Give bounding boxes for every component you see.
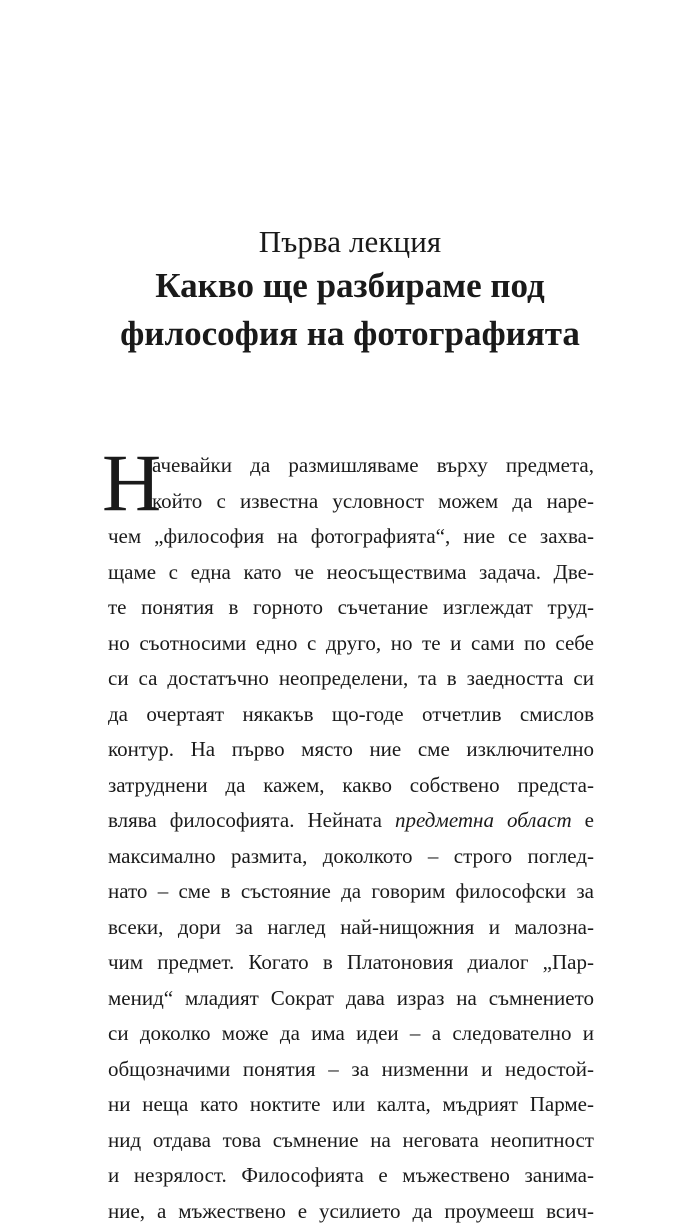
chapter-title [0, 262, 700, 358]
text-line-11-start: влява философията. Нейната [108, 808, 382, 832]
text-line-12: максимално размита, доколкото – строго поглед- [108, 839, 594, 875]
text-line-5: те понятия в горното съчетание изглеждат труд- [108, 590, 594, 626]
text-line-10: затруднени да кажем, какво собствено предста- [108, 768, 594, 804]
text-line-22: ние, а мъжествено е усилието да проумееш всич- [108, 1194, 594, 1229]
text-line-16: менид“ младият Сократ дава израз на съмнението [108, 981, 594, 1017]
text-line-4: щаме с една като че неосъществима задача. Две- [108, 555, 594, 591]
drop-cap: Н [102, 444, 161, 522]
text-line-11 [108, 803, 594, 839]
text-line-11-end: е [585, 808, 594, 832]
chapter-label: Първа лекция [0, 222, 700, 262]
text-line-9: контур. На първо място ние сме изключително [108, 732, 594, 768]
italic-phrase: предметна област [395, 808, 572, 832]
body-text [108, 448, 594, 1229]
chapter-title-line-2: философия на фотографията [0, 310, 700, 358]
text-line-17: си доколко може да има идеи – а следователно и [108, 1016, 594, 1052]
text-line-6: но съотносими едно с друго, но те и сами по себе [108, 626, 594, 662]
text-line-2: който с известна условност можем да наре- [108, 484, 594, 520]
text-line-21: и незрялост. Философията е мъжествено занима- [108, 1158, 594, 1194]
text-line-19: ни неща като ноктите или калта, мъдрият Парме- [108, 1087, 594, 1123]
text-line-7: си са достатъчно неопределени, та в заедността си [108, 661, 594, 697]
text-line-1: ачевайки да размишляваме върху предмета, [108, 448, 594, 484]
text-line-3: чем „философия на фотографията“, ние се захва- [108, 519, 594, 555]
text-line-13: нато – сме в състояние да говорим философски за [108, 874, 594, 910]
text-line-20: нид отдава това съмнение на неговата неопитност [108, 1123, 594, 1159]
chapter-title-line-1: Какво ще разбираме под [0, 262, 700, 310]
text-line-15: чим предмет. Когато в Платоновия диалог „Пар- [108, 945, 594, 981]
text-line-8: да очертаят някакъв що-годе отчетлив смислов [108, 697, 594, 733]
text-line-14: всеки, дори за наглед най-нищожния и малозна- [108, 910, 594, 946]
text-line-18: общозначими понятия – за низменни и недостой- [108, 1052, 594, 1088]
